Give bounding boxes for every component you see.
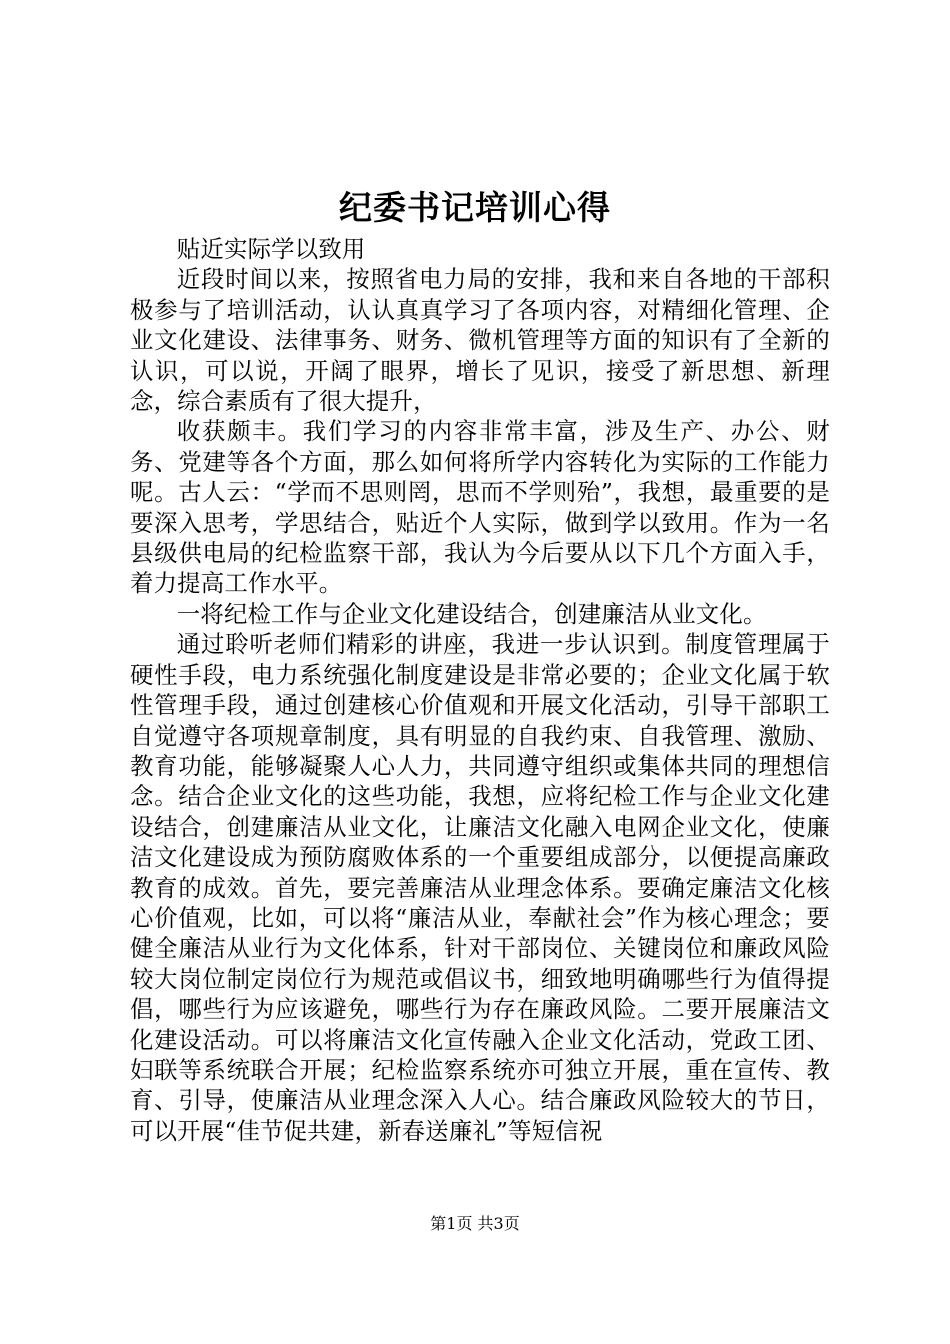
page-number-footer: 第1页 共3页 (430, 1214, 520, 1233)
document-body (130, 234, 830, 1146)
paragraph-subtitle: 贴近实际学以致用 (176, 235, 366, 263)
document-title: 纪委书记培训心得 (339, 188, 611, 227)
paragraph: 近段时间以来，按照省电力局的安排，我和来自各地的干部积极参与了培训活动，认认真真学习了各项内容，对精细化管理、企业文化建设、法律事务、财务、微机管理等方面的知识有了全新的认识，可以说，开阔了眼界，增长了见识，接受了新思想、新理念，综合素质有了很大提升， (130, 265, 830, 416)
paragraph: 通过聆听老师们精彩的讲座，我进一步认识到。制度管理属于硬性手段，电力系统强化制度建设是非常必要的；企业文化属于软性管理手段，通过创建核心价值观和开展文化活动，引导干部职工自觉遵守各项规章制度，具有明显的自我约束、自我管理、激励、教育功能，能够凝聚人心人力，共同遵守组织或集体共同的理想信念。结合企业文化的这些功能，我想，应将纪检工作与企业文化建设结合，创建廉洁从业文化，让廉洁文化融入电网企业文化，使廉洁文化建设成为预防腐败体系的一个重要组成部分，以便提高廉政教育的成效。首先，要完善廉洁从业理念体系。要确定廉洁文化核心价值观，比如，可以将“廉洁从业，奉献社会”作为核心理念；要健全廉洁从业行为文化体系，针对干部岗位、关键岗位和廉政风险较大岗位制定岗位行为规范或倡议书，细致地明确哪些行为值得提倡，哪些行为应该避免，哪些行为存在廉政风险。二要开展廉洁文化建设活动。可以将廉洁文化宣传融入企业文化活动，党政工团、妇联等系统联合开展；纪检监察系统亦可独立开展，重在宣传、教育、引导，使廉洁从业理念深入人心。结合廉政风险较大的节日，可以开展“佳节促共建，新春送廉礼”等短信祝 (130, 630, 830, 1145)
paragraph: 收获颇丰。我们学习的内容非常丰富，涉及生产、办公、财务、党建等各个方面，那么如何将所学内容转化为实际的工作能力呢。古人云：“学而不思则罔，思而不学则殆”，我想，最重要的是要深入思考，学思结合，贴近个人实际，做到学以致用。作为一名县级供电局的纪检监察干部，我认为今后要从以下几个方面入手，着力提高工作水平。 (130, 417, 830, 598)
paragraph-heading: 一将纪检工作与企业文化建设结合，创建廉洁从业文化。 (176, 599, 767, 628)
